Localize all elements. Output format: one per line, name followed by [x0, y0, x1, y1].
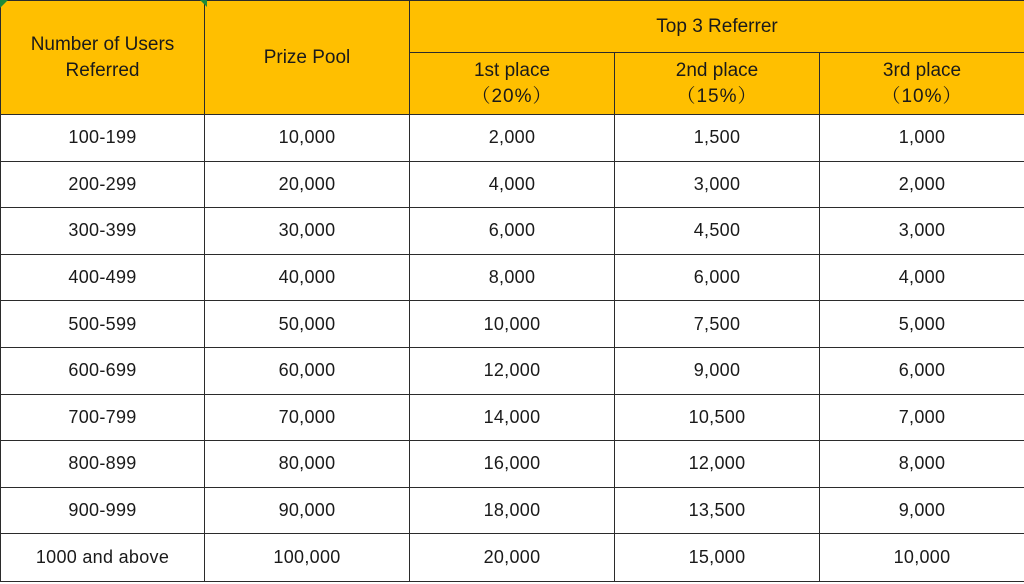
cell-prize-pool: 40,000 [205, 254, 410, 301]
cell-prize-pool: 30,000 [205, 208, 410, 255]
cell-prize-pool: 10,000 [205, 115, 410, 162]
cell-3rd-place: 4,000 [820, 254, 1024, 301]
cell-2nd-place: 12,000 [615, 441, 820, 488]
header-3rd-place [820, 53, 1024, 115]
cell-2nd-place: 9,000 [615, 347, 820, 394]
table-row [1, 161, 1024, 208]
cell-3rd-place: 3,000 [820, 208, 1024, 255]
cell-prize-pool: 90,000 [205, 487, 410, 534]
cell-2nd-place: 13,500 [615, 487, 820, 534]
cell-users-referred: 900-999 [1, 487, 205, 534]
cell-1st-place: 4,000 [410, 161, 615, 208]
place-label: 1st place [473, 59, 551, 81]
place-percentage: （10%） [881, 85, 963, 107]
table-row [1, 254, 1024, 301]
cell-2nd-place: 3,000 [615, 161, 820, 208]
cell-1st-place: 12,000 [410, 347, 615, 394]
place-label: 3rd place [882, 59, 962, 81]
cell-3rd-place: 7,000 [820, 394, 1024, 441]
place-label: 2nd place [675, 59, 759, 81]
table-body [1, 115, 1024, 582]
cell-2nd-place: 4,500 [615, 208, 820, 255]
cell-prize-pool: 100,000 [205, 534, 410, 582]
cell-1st-place: 6,000 [410, 208, 615, 255]
cell-2nd-place: 1,500 [615, 115, 820, 162]
table-row [1, 208, 1024, 255]
header-2nd-place [615, 53, 820, 115]
cell-users-referred: 600-699 [1, 347, 205, 394]
cell-3rd-place: 2,000 [820, 161, 1024, 208]
cell-1st-place: 14,000 [410, 394, 615, 441]
cell-3rd-place: 1,000 [820, 115, 1024, 162]
cell-prize-pool: 20,000 [205, 161, 410, 208]
cell-1st-place: 16,000 [410, 441, 615, 488]
table-row [1, 301, 1024, 348]
cell-2nd-place: 15,000 [615, 534, 820, 582]
table-row [1, 394, 1024, 441]
table-row [1, 115, 1024, 162]
table-header [1, 1, 1024, 115]
corner-accent-right [200, 0, 207, 7]
cell-3rd-place: 10,000 [820, 534, 1024, 582]
cell-2nd-place: 6,000 [615, 254, 820, 301]
cell-3rd-place: 8,000 [820, 441, 1024, 488]
cell-users-referred: 200-299 [1, 161, 205, 208]
header-1st-place [410, 53, 615, 115]
cell-users-referred: 300-399 [1, 208, 205, 255]
table-row [1, 534, 1024, 582]
cell-1st-place: 2,000 [410, 115, 615, 162]
cell-users-referred: 800-899 [1, 441, 205, 488]
header-row-top [1, 1, 1024, 53]
cell-users-referred: 400-499 [1, 254, 205, 301]
corner-accent-left [0, 0, 8, 8]
cell-3rd-place: 5,000 [820, 301, 1024, 348]
cell-2nd-place: 10,500 [615, 394, 820, 441]
cell-1st-place: 10,000 [410, 301, 615, 348]
cell-users-referred: 500-599 [1, 301, 205, 348]
cell-1st-place: 18,000 [410, 487, 615, 534]
table-row [1, 487, 1024, 534]
table-row [1, 441, 1024, 488]
cell-3rd-place: 9,000 [820, 487, 1024, 534]
cell-prize-pool: 70,000 [205, 394, 410, 441]
cell-prize-pool: 60,000 [205, 347, 410, 394]
place-percentage: （20%） [471, 85, 553, 107]
place-percentage: （15%） [676, 85, 758, 107]
header-top-3-referrer: Top 3 Referrer [410, 1, 1024, 53]
cell-users-referred: 1000 and above [1, 534, 205, 582]
cell-users-referred: 100-199 [1, 115, 205, 162]
cell-prize-pool: 50,000 [205, 301, 410, 348]
cell-2nd-place: 7,500 [615, 301, 820, 348]
cell-users-referred: 700-799 [1, 394, 205, 441]
cell-1st-place: 20,000 [410, 534, 615, 582]
cell-prize-pool: 80,000 [205, 441, 410, 488]
cell-3rd-place: 6,000 [820, 347, 1024, 394]
header-users-referred: Number of Users Referred [1, 1, 205, 115]
header-prize-pool: Prize Pool [205, 1, 410, 115]
cell-1st-place: 8,000 [410, 254, 615, 301]
table-row [1, 347, 1024, 394]
